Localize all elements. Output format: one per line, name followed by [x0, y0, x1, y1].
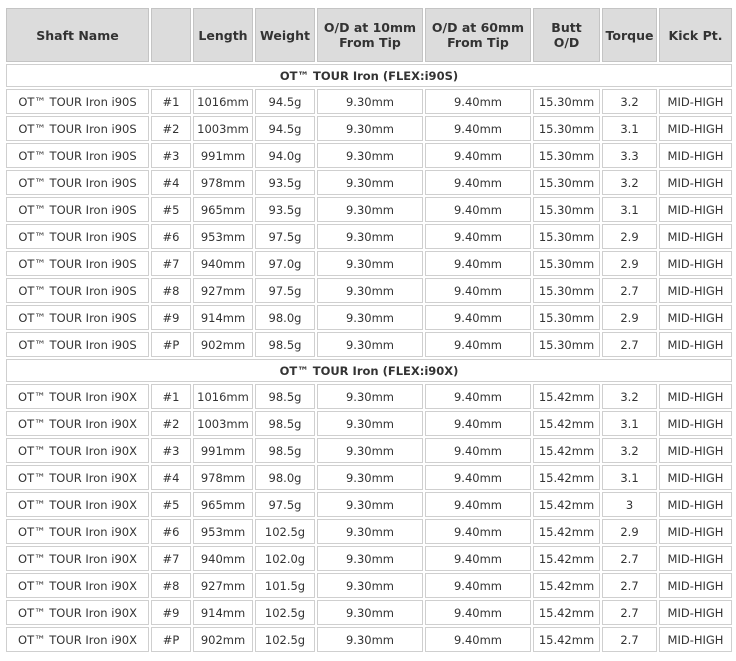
cell-kick-point: MID-HIGH — [659, 197, 732, 222]
cell-club-number: #1 — [151, 384, 191, 409]
cell-od-60mm: 9.40mm — [425, 170, 531, 195]
header-kick-point: Kick Pt. — [659, 8, 732, 62]
table-row — [6, 438, 732, 463]
table-row — [6, 546, 732, 571]
cell-shaft-name: OT™ TOUR Iron i90X — [6, 627, 149, 652]
cell-weight: 98.0g — [255, 465, 315, 490]
cell-club-number: #3 — [151, 438, 191, 463]
cell-torque: 2.7 — [602, 278, 657, 303]
cell-od-60mm: 9.40mm — [425, 197, 531, 222]
cell-length: 902mm — [193, 627, 253, 652]
cell-shaft-name: OT™ TOUR Iron i90S — [6, 332, 149, 357]
cell-length: 953mm — [193, 224, 253, 249]
cell-od-10mm: 9.30mm — [317, 465, 423, 490]
cell-torque: 2.7 — [602, 546, 657, 571]
cell-shaft-name: OT™ TOUR Iron i90X — [6, 492, 149, 517]
cell-length: 902mm — [193, 332, 253, 357]
header-row — [6, 8, 732, 62]
cell-torque: 2.9 — [602, 224, 657, 249]
cell-torque: 2.9 — [602, 251, 657, 276]
section-row — [6, 64, 732, 87]
cell-torque: 3.2 — [602, 170, 657, 195]
cell-od-60mm: 9.40mm — [425, 116, 531, 141]
cell-shaft-name: OT™ TOUR Iron i90S — [6, 251, 149, 276]
cell-od-10mm: 9.30mm — [317, 197, 423, 222]
cell-club-number: #6 — [151, 224, 191, 249]
cell-club-number: #3 — [151, 143, 191, 168]
cell-od-10mm: 9.30mm — [317, 89, 423, 114]
cell-length: 914mm — [193, 305, 253, 330]
table-row — [6, 332, 732, 357]
cell-od-10mm: 9.30mm — [317, 116, 423, 141]
cell-od-10mm: 9.30mm — [317, 170, 423, 195]
section-title: OT™ TOUR Iron (FLEX:i90S) — [6, 64, 732, 87]
cell-length: 1016mm — [193, 384, 253, 409]
cell-length: 914mm — [193, 600, 253, 625]
cell-club-number: #2 — [151, 411, 191, 436]
cell-club-number: #9 — [151, 600, 191, 625]
cell-butt-od: 15.42mm — [533, 465, 600, 490]
cell-od-60mm: 9.40mm — [425, 251, 531, 276]
cell-torque: 3.3 — [602, 143, 657, 168]
cell-od-10mm: 9.30mm — [317, 305, 423, 330]
cell-length: 1003mm — [193, 116, 253, 141]
cell-kick-point: MID-HIGH — [659, 519, 732, 544]
cell-kick-point: MID-HIGH — [659, 224, 732, 249]
cell-weight: 97.5g — [255, 224, 315, 249]
table-row — [6, 224, 732, 249]
cell-od-60mm: 9.40mm — [425, 89, 531, 114]
cell-kick-point: MID-HIGH — [659, 546, 732, 571]
cell-butt-od: 15.30mm — [533, 170, 600, 195]
cell-od-60mm: 9.40mm — [425, 411, 531, 436]
cell-length: 991mm — [193, 438, 253, 463]
cell-weight: 98.5g — [255, 438, 315, 463]
table-row — [6, 251, 732, 276]
cell-weight: 97.5g — [255, 492, 315, 517]
cell-club-number: #5 — [151, 492, 191, 517]
cell-club-number: #7 — [151, 251, 191, 276]
cell-kick-point: MID-HIGH — [659, 411, 732, 436]
table-row — [6, 573, 732, 598]
header-torque: Torque — [602, 8, 657, 62]
cell-length: 978mm — [193, 170, 253, 195]
cell-od-60mm: 9.40mm — [425, 438, 531, 463]
cell-length: 1016mm — [193, 89, 253, 114]
cell-kick-point: MID-HIGH — [659, 251, 732, 276]
shaft-spec-table — [4, 6, 734, 654]
table-row — [6, 143, 732, 168]
cell-od-60mm: 9.40mm — [425, 627, 531, 652]
cell-shaft-name: OT™ TOUR Iron i90X — [6, 465, 149, 490]
table-row — [6, 492, 732, 517]
cell-butt-od: 15.42mm — [533, 411, 600, 436]
header-od-10mm — [317, 8, 423, 62]
cell-kick-point: MID-HIGH — [659, 573, 732, 598]
cell-weight: 98.5g — [255, 332, 315, 357]
table-body — [6, 64, 732, 652]
cell-torque: 3.2 — [602, 384, 657, 409]
cell-od-60mm: 9.40mm — [425, 573, 531, 598]
header-od-60mm-line2: From Tip — [447, 35, 509, 50]
cell-club-number: #9 — [151, 305, 191, 330]
table-row — [6, 170, 732, 195]
cell-weight: 101.5g — [255, 573, 315, 598]
table-row — [6, 89, 732, 114]
section-title: OT™ TOUR Iron (FLEX:i90X) — [6, 359, 732, 382]
cell-length: 940mm — [193, 251, 253, 276]
cell-od-10mm: 9.30mm — [317, 143, 423, 168]
cell-od-60mm: 9.40mm — [425, 465, 531, 490]
section-row — [6, 359, 732, 382]
cell-weight: 102.5g — [255, 600, 315, 625]
table-row — [6, 116, 732, 141]
cell-od-10mm: 9.30mm — [317, 492, 423, 517]
cell-butt-od: 15.30mm — [533, 332, 600, 357]
table-row — [6, 411, 732, 436]
cell-butt-od: 15.42mm — [533, 438, 600, 463]
cell-torque: 3.2 — [602, 89, 657, 114]
header-butt-od-line2: O/D — [553, 35, 580, 50]
cell-weight: 94.5g — [255, 89, 315, 114]
cell-od-10mm: 9.30mm — [317, 438, 423, 463]
cell-torque: 2.7 — [602, 600, 657, 625]
cell-od-10mm: 9.30mm — [317, 251, 423, 276]
cell-od-10mm: 9.30mm — [317, 411, 423, 436]
cell-od-10mm: 9.30mm — [317, 573, 423, 598]
cell-length: 927mm — [193, 573, 253, 598]
cell-shaft-name: OT™ TOUR Iron i90S — [6, 278, 149, 303]
header-butt-od-line1: Butt — [551, 20, 582, 35]
cell-length: 953mm — [193, 519, 253, 544]
cell-weight: 97.0g — [255, 251, 315, 276]
cell-length: 991mm — [193, 143, 253, 168]
cell-od-60mm: 9.40mm — [425, 546, 531, 571]
cell-club-number: #4 — [151, 465, 191, 490]
cell-kick-point: MID-HIGH — [659, 465, 732, 490]
cell-club-number: #8 — [151, 278, 191, 303]
table-row — [6, 305, 732, 330]
table-row — [6, 465, 732, 490]
cell-length: 965mm — [193, 197, 253, 222]
cell-butt-od: 15.42mm — [533, 384, 600, 409]
cell-shaft-name: OT™ TOUR Iron i90X — [6, 411, 149, 436]
cell-od-10mm: 9.30mm — [317, 519, 423, 544]
cell-kick-point: MID-HIGH — [659, 89, 732, 114]
header-od-60mm — [425, 8, 531, 62]
cell-weight: 97.5g — [255, 278, 315, 303]
cell-od-60mm: 9.40mm — [425, 384, 531, 409]
cell-torque: 3.1 — [602, 465, 657, 490]
cell-club-number: #4 — [151, 170, 191, 195]
cell-shaft-name: OT™ TOUR Iron i90S — [6, 197, 149, 222]
table-row — [6, 600, 732, 625]
cell-kick-point: MID-HIGH — [659, 305, 732, 330]
cell-kick-point: MID-HIGH — [659, 170, 732, 195]
cell-butt-od: 15.42mm — [533, 600, 600, 625]
cell-kick-point: MID-HIGH — [659, 278, 732, 303]
header-length: Length — [193, 8, 253, 62]
table-row — [6, 197, 732, 222]
header-od-10mm-line1: O/D at 10mm — [323, 20, 417, 35]
cell-od-60mm: 9.40mm — [425, 143, 531, 168]
cell-torque: 3 — [602, 492, 657, 517]
cell-club-number: #7 — [151, 546, 191, 571]
header-weight: Weight — [255, 8, 315, 62]
cell-od-60mm: 9.40mm — [425, 600, 531, 625]
cell-length: 1003mm — [193, 411, 253, 436]
cell-od-10mm: 9.30mm — [317, 627, 423, 652]
cell-shaft-name: OT™ TOUR Iron i90S — [6, 305, 149, 330]
cell-kick-point: MID-HIGH — [659, 438, 732, 463]
cell-weight: 93.5g — [255, 197, 315, 222]
cell-kick-point: MID-HIGH — [659, 116, 732, 141]
cell-weight: 94.5g — [255, 116, 315, 141]
cell-od-60mm: 9.40mm — [425, 332, 531, 357]
cell-torque: 3.2 — [602, 438, 657, 463]
cell-shaft-name: OT™ TOUR Iron i90S — [6, 224, 149, 249]
cell-torque: 2.7 — [602, 573, 657, 598]
cell-weight: 98.5g — [255, 411, 315, 436]
cell-od-10mm: 9.30mm — [317, 278, 423, 303]
cell-club-number: #P — [151, 627, 191, 652]
cell-kick-point: MID-HIGH — [659, 600, 732, 625]
cell-od-10mm: 9.30mm — [317, 546, 423, 571]
cell-butt-od: 15.30mm — [533, 116, 600, 141]
header-od-10mm-line2: From Tip — [339, 35, 401, 50]
cell-weight: 102.0g — [255, 546, 315, 571]
cell-shaft-name: OT™ TOUR Iron i90S — [6, 143, 149, 168]
cell-kick-point: MID-HIGH — [659, 627, 732, 652]
cell-kick-point: MID-HIGH — [659, 384, 732, 409]
cell-od-60mm: 9.40mm — [425, 305, 531, 330]
cell-kick-point: MID-HIGH — [659, 332, 732, 357]
cell-butt-od: 15.42mm — [533, 492, 600, 517]
cell-club-number: #6 — [151, 519, 191, 544]
table-row — [6, 519, 732, 544]
cell-shaft-name: OT™ TOUR Iron i90X — [6, 600, 149, 625]
cell-od-10mm: 9.30mm — [317, 600, 423, 625]
cell-torque: 2.9 — [602, 519, 657, 544]
cell-butt-od: 15.30mm — [533, 89, 600, 114]
cell-od-60mm: 9.40mm — [425, 519, 531, 544]
cell-club-number: #1 — [151, 89, 191, 114]
cell-club-number: #2 — [151, 116, 191, 141]
cell-butt-od: 15.42mm — [533, 627, 600, 652]
cell-torque: 2.7 — [602, 332, 657, 357]
cell-od-60mm: 9.40mm — [425, 492, 531, 517]
cell-weight: 94.0g — [255, 143, 315, 168]
cell-od-60mm: 9.40mm — [425, 278, 531, 303]
cell-butt-od: 15.30mm — [533, 251, 600, 276]
cell-od-10mm: 9.30mm — [317, 384, 423, 409]
cell-weight: 98.0g — [255, 305, 315, 330]
cell-butt-od: 15.30mm — [533, 305, 600, 330]
header-butt-od — [533, 8, 600, 62]
cell-butt-od: 15.42mm — [533, 519, 600, 544]
cell-butt-od: 15.42mm — [533, 546, 600, 571]
cell-shaft-name: OT™ TOUR Iron i90S — [6, 170, 149, 195]
cell-butt-od: 15.30mm — [533, 224, 600, 249]
cell-torque: 3.1 — [602, 411, 657, 436]
cell-butt-od: 15.42mm — [533, 573, 600, 598]
cell-od-10mm: 9.30mm — [317, 332, 423, 357]
shaft-spec-table-wrapper — [4, 6, 734, 654]
cell-shaft-name: OT™ TOUR Iron i90S — [6, 89, 149, 114]
cell-shaft-name: OT™ TOUR Iron i90X — [6, 573, 149, 598]
cell-weight: 93.5g — [255, 170, 315, 195]
cell-length: 978mm — [193, 465, 253, 490]
cell-shaft-name: OT™ TOUR Iron i90X — [6, 384, 149, 409]
cell-shaft-name: OT™ TOUR Iron i90X — [6, 438, 149, 463]
header-club-number — [151, 8, 191, 62]
table-header — [6, 8, 732, 62]
cell-butt-od: 15.30mm — [533, 197, 600, 222]
cell-weight: 102.5g — [255, 519, 315, 544]
cell-torque: 3.1 — [602, 116, 657, 141]
table-row — [6, 278, 732, 303]
cell-torque: 3.1 — [602, 197, 657, 222]
cell-kick-point: MID-HIGH — [659, 492, 732, 517]
cell-club-number: #8 — [151, 573, 191, 598]
cell-length: 940mm — [193, 546, 253, 571]
header-od-60mm-line1: O/D at 60mm — [431, 20, 525, 35]
table-row — [6, 627, 732, 652]
header-shaft-name: Shaft Name — [6, 8, 149, 62]
cell-butt-od: 15.30mm — [533, 143, 600, 168]
cell-weight: 102.5g — [255, 627, 315, 652]
cell-club-number: #P — [151, 332, 191, 357]
cell-length: 927mm — [193, 278, 253, 303]
cell-length: 965mm — [193, 492, 253, 517]
cell-weight: 98.5g — [255, 384, 315, 409]
table-row — [6, 384, 732, 409]
cell-torque: 2.9 — [602, 305, 657, 330]
cell-od-10mm: 9.30mm — [317, 224, 423, 249]
cell-torque: 2.7 — [602, 627, 657, 652]
cell-od-60mm: 9.40mm — [425, 224, 531, 249]
cell-shaft-name: OT™ TOUR Iron i90X — [6, 546, 149, 571]
cell-shaft-name: OT™ TOUR Iron i90S — [6, 116, 149, 141]
cell-butt-od: 15.30mm — [533, 278, 600, 303]
cell-kick-point: MID-HIGH — [659, 143, 732, 168]
cell-club-number: #5 — [151, 197, 191, 222]
cell-shaft-name: OT™ TOUR Iron i90X — [6, 519, 149, 544]
